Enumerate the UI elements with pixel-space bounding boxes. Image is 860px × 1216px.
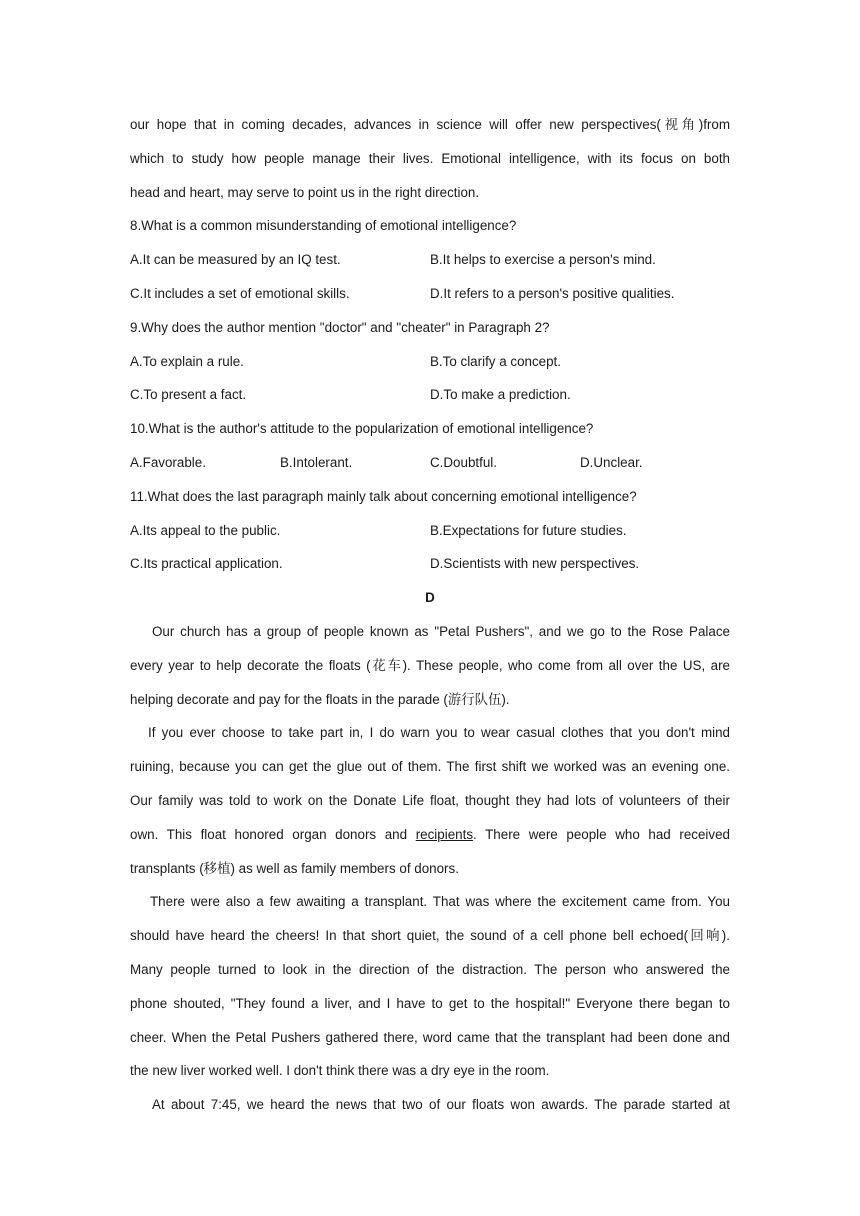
options-row [130, 514, 730, 548]
question-stem: 9.Why does the author mention "doctor" and "cheater" in Paragraph 2? [130, 319, 550, 335]
option-b: B.It helps to exercise a person's mind. [430, 252, 656, 268]
text-line: our hope that in coming decades, advances in science will offer new perspectives(视角)from [130, 117, 730, 132]
option-a: A.To explain a rule. [130, 353, 244, 369]
question-11 [130, 480, 730, 581]
options-row [130, 243, 730, 277]
text-line: ruining, because you can get the glue out of them. The first shift we worked was an evening one. [130, 759, 730, 775]
options-row [130, 277, 730, 311]
option-d: D.Unclear. [580, 454, 643, 470]
paragraph-3 [130, 885, 730, 1088]
text-line: the new liver worked well. I don't think there was a dry eye in the room. [130, 1063, 550, 1079]
option-c: C.Its practical application. [130, 556, 283, 572]
passage-c-ending [130, 108, 730, 209]
option-b: B.To clarify a concept. [430, 353, 561, 369]
paragraph-4 [130, 1088, 730, 1122]
option-a: A.It can be measured by an IQ test. [130, 252, 341, 268]
question-9 [130, 311, 730, 412]
text-line: At about 7:45, we heard the news that two of our floats won awards. The parade started at [152, 1097, 730, 1113]
text-line: should have heard the cheers! In that short quiet, the sound of a cell phone bell echoed(回响). [130, 928, 730, 944]
text-line: every year to help decorate the floats (花车). These people, who come from all over the US, are [130, 657, 730, 673]
text-line: phone shouted, "They found a liver, and I have to get to the hospital!" Everyone there began to [130, 995, 730, 1011]
text-line: which to study how people manage their lives. Emotional intelligence, with its focus on both [130, 150, 730, 166]
question-stem: 8.What is a common misunderstanding of emotional intelligence? [130, 218, 517, 234]
text-line: Many people turned to look in the direction of the distraction. The person who answered the [130, 961, 730, 977]
options-row [130, 378, 730, 412]
question-8 [130, 209, 730, 310]
text-line [130, 818, 730, 852]
options-row [130, 547, 730, 581]
paragraph-2 [130, 716, 730, 885]
text-line: Our family was told to work on the Donate Life float, thought they had lots of volunteers of their [130, 792, 730, 808]
text-line: helping decorate and pay for the floats in the parade (游行队伍). [130, 691, 510, 707]
underlined-word: recipients [415, 826, 474, 842]
option-c: C.Doubtful. [430, 454, 497, 470]
text-line: transplants (移植) as well as family members of donors. [130, 860, 459, 876]
option-b: B.Intolerant. [280, 454, 353, 470]
option-d: D.It refers to a person's positive qualities. [430, 285, 675, 301]
option-a: A.Favorable. [130, 454, 206, 470]
section-heading: D [425, 590, 435, 606]
option-b: B.Expectations for future studies. [430, 522, 627, 538]
options-row [130, 345, 730, 379]
text-line: cheer. When the Petal Pushers gathered there, word came that the transplant had been done and [130, 1029, 730, 1045]
text-line: Our church has a group of people known as "Petal Pushers", and we go to the Rose Palace [152, 623, 730, 639]
text-line: If you ever choose to take part in, I do warn you to wear casual clothes that you don't mind [148, 725, 730, 741]
option-c: C.It includes a set of emotional skills. [130, 285, 350, 301]
option-a: A.Its appeal to the public. [130, 522, 281, 538]
text-line: head and heart, may serve to point us in the right direction. [130, 184, 480, 200]
question-10 [130, 412, 730, 480]
option-d: D.To make a prediction. [430, 387, 571, 403]
text-line: There were also a few awaiting a transplant. That was where the excitement came from. You [150, 894, 730, 910]
question-stem: 10.What is the author's attitude to the popularization of emotional intelligence? [130, 421, 594, 437]
paragraph-1 [130, 615, 730, 716]
text-segment: own. This float honored organ donors and [130, 826, 408, 842]
text-segment: . There were people who had received [473, 826, 730, 842]
option-c: C.To present a fact. [130, 387, 247, 403]
options-row [130, 446, 730, 480]
document-page [130, 108, 730, 1122]
option-d: D.Scientists with new perspectives. [430, 556, 640, 572]
question-stem: 11.What does the last paragraph mainly talk about concerning emotional intelligence? [130, 488, 637, 504]
